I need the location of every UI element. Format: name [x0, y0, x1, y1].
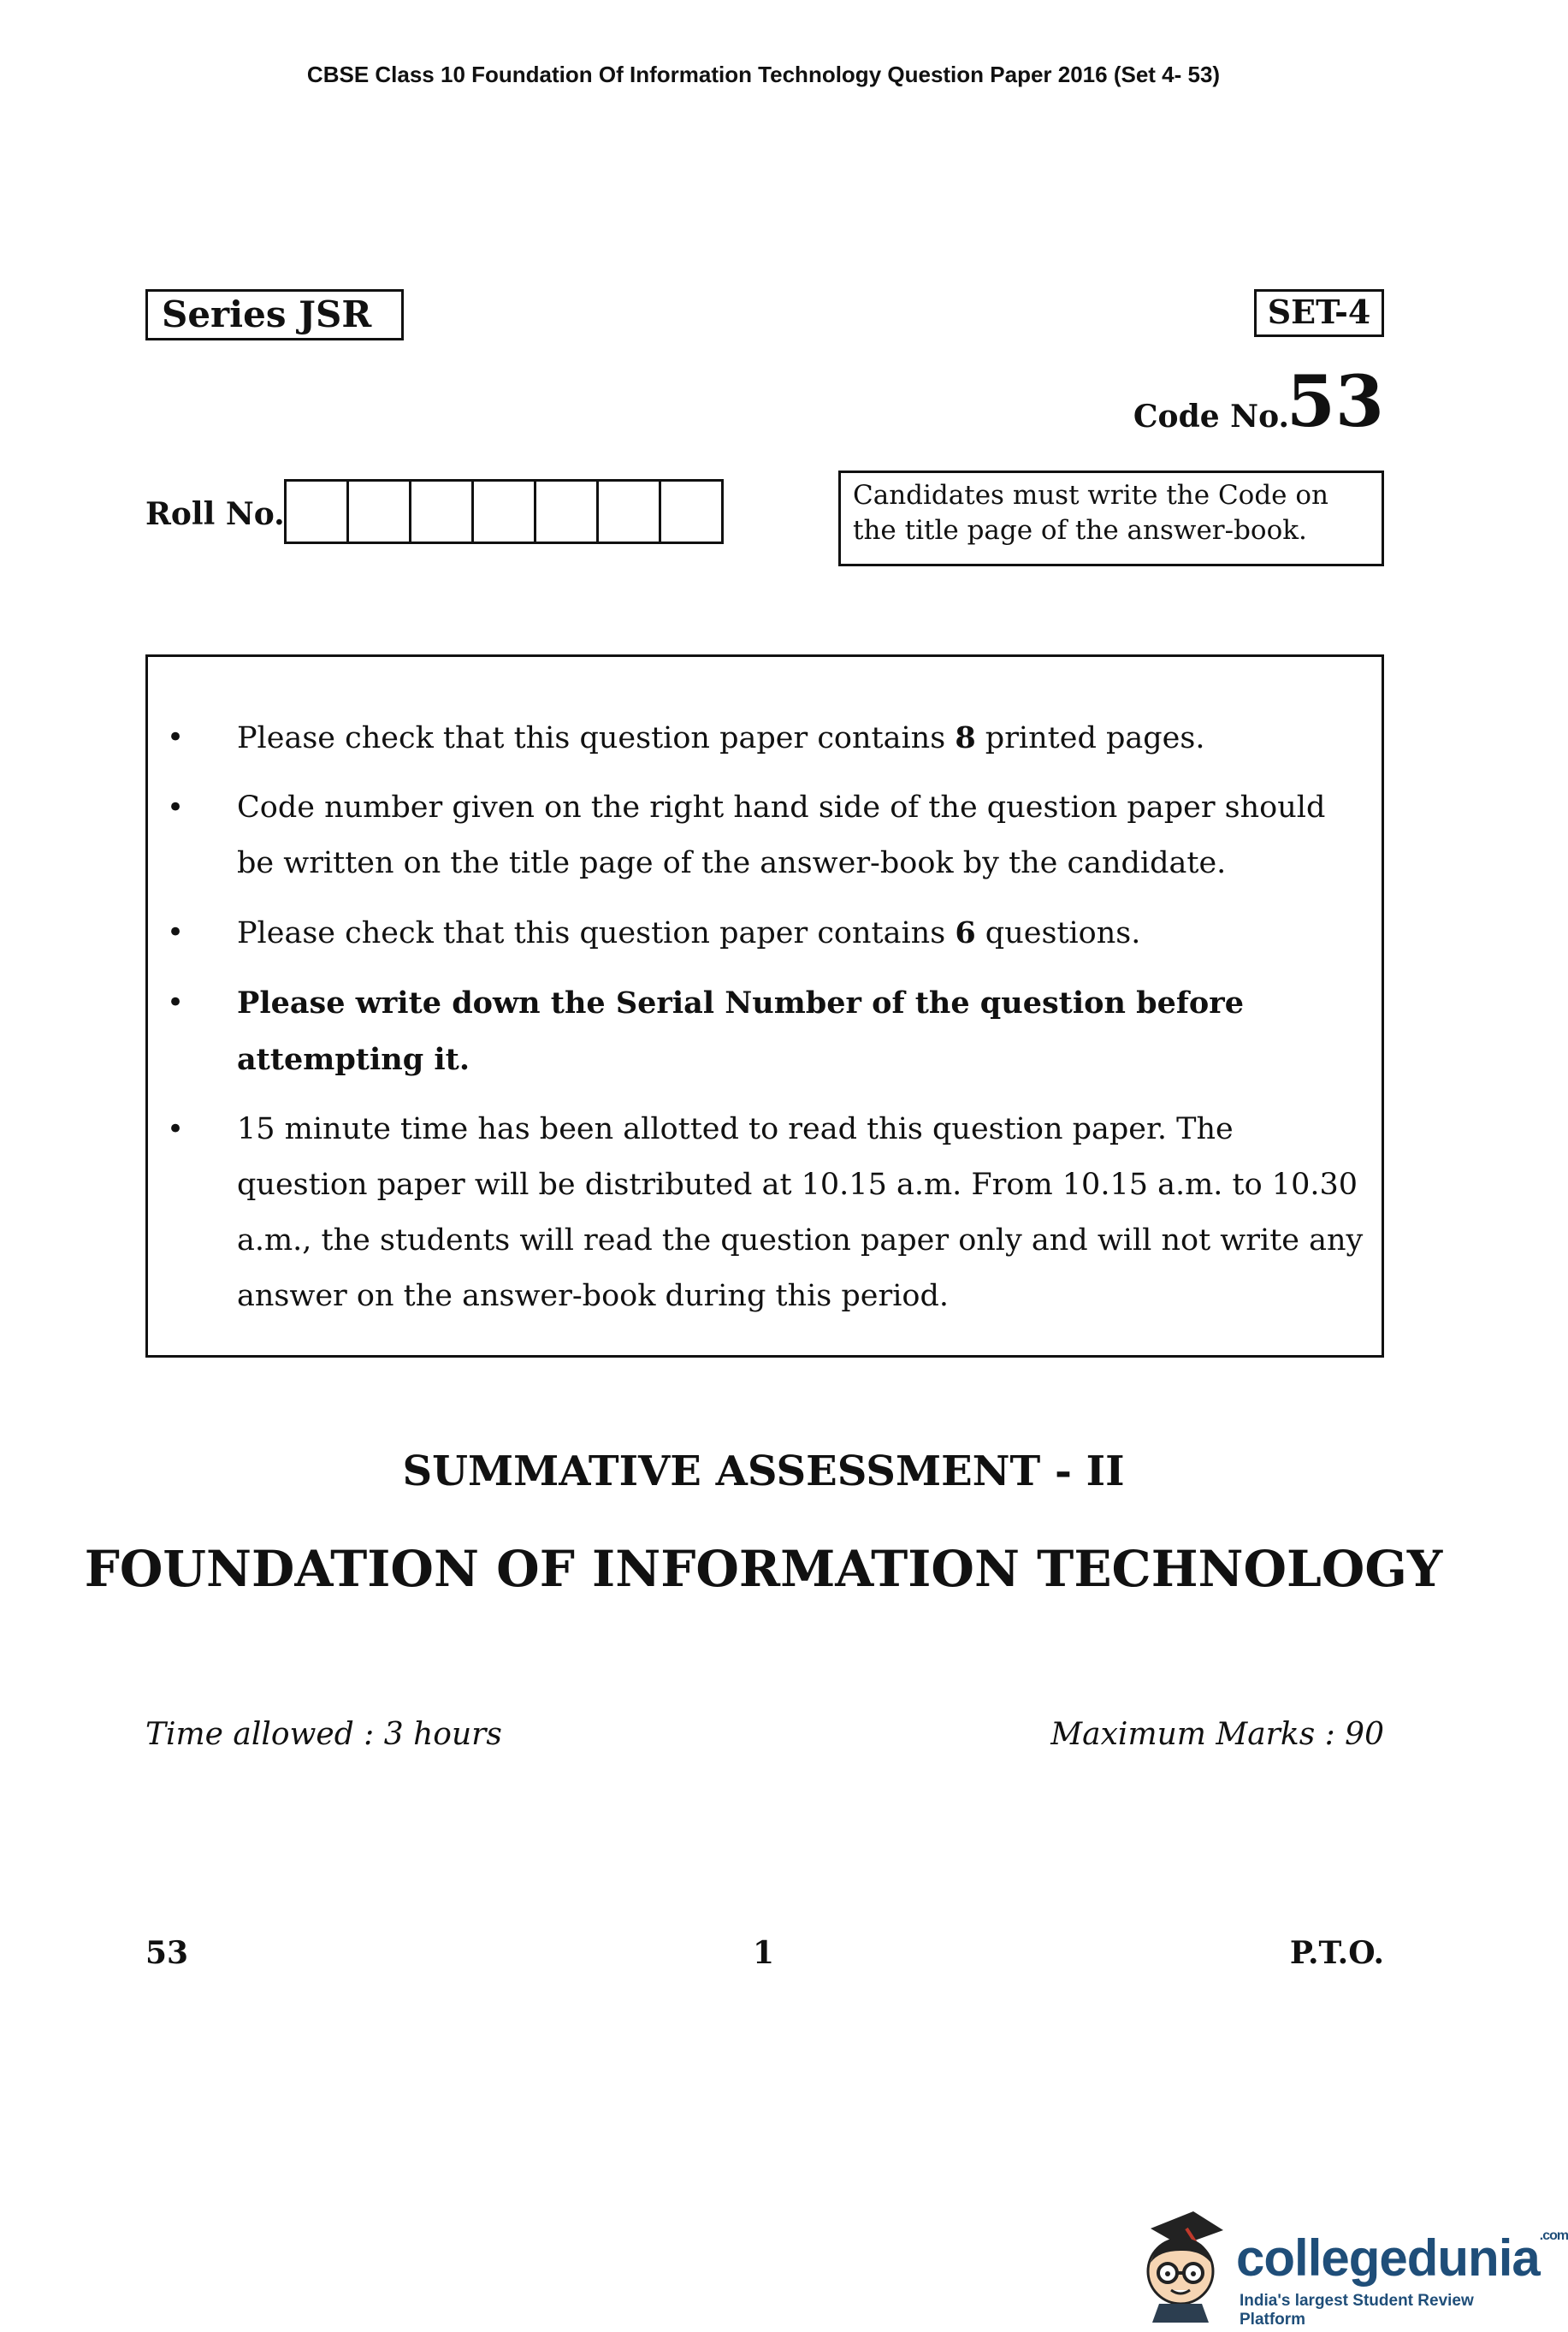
roll-digit-box[interactable]: [536, 482, 599, 542]
series-label: Series JSR: [145, 289, 404, 340]
bullet-icon: •: [167, 1112, 185, 1146]
roll-digit-box[interactable]: [287, 482, 349, 542]
subject-title: FOUNDATION OF INFORMATION TECHNOLOGY: [84, 1540, 1443, 1598]
roll-digit-box[interactable]: [599, 482, 661, 542]
roll-digit-box[interactable]: [474, 482, 536, 542]
logo-wordmark: collegedunia$^{.com}$: [1236, 2228, 1568, 2287]
roll-digit-box[interactable]: [661, 482, 721, 542]
instruction-item: • Please write down the Serial Number of the question before attempting it.: [148, 975, 1382, 1088]
logo-tagline: India's largest Student Review Platform: [1240, 2292, 1474, 2329]
code-label: Code No.: [1133, 399, 1289, 435]
instruction-item: • Please check that this question paper contains 8 printed pages.: [148, 710, 1382, 766]
roll-digit-box[interactable]: [349, 482, 411, 542]
pto-label: P.T.O.: [1289, 1935, 1384, 1971]
bullet-icon: •: [167, 720, 185, 755]
time-allowed: Time allowed : 3 hours: [145, 1717, 502, 1752]
instruction-item: • Please check that this question paper contains 6 questions.: [148, 905, 1382, 962]
code-number: 53: [1286, 361, 1384, 443]
bullet-icon: •: [167, 985, 185, 1020]
mascot-icon: [1133, 2203, 1228, 2323]
collegedunia-logo: [1133, 2203, 1568, 2329]
page-header-title: CBSE Class 10 Foundation Of Information Technology Question Paper 2016 (Set 4- 53): [306, 62, 1221, 87]
instruction-item: • 15 minute time has been allotted to read this question paper. The question paper will be distributed at 10.15 a.m. From 10.15 a.m. to 10.30 a.m., the students will read the question paper only and will not write any answer on the answer-book during this period.: [148, 1102, 1382, 1324]
assessment-title: SUMMATIVE ASSESSMENT - II: [402, 1447, 1125, 1495]
candidate-note: Candidates must write the Code on the title page of the answer-book.: [838, 471, 1384, 566]
bullet-icon: •: [167, 790, 185, 825]
roll-number-label: Roll No.: [145, 496, 285, 532]
maximum-marks: Maximum Marks : 90: [1050, 1717, 1384, 1752]
footer-code: 53: [145, 1935, 189, 1971]
roll-digit-box[interactable]: [411, 482, 474, 542]
page-number: 1: [752, 1935, 775, 1971]
roll-number-boxes[interactable]: [284, 479, 724, 544]
instructions-list: [148, 710, 1382, 1338]
instruction-item: • Code number given on the right hand side of the question paper should be written on the title page of the answer-book by the candidate.: [148, 780, 1382, 891]
instructions-box: [145, 654, 1384, 1358]
set-label: SET-4: [1254, 289, 1384, 337]
bullet-icon: •: [167, 915, 185, 950]
